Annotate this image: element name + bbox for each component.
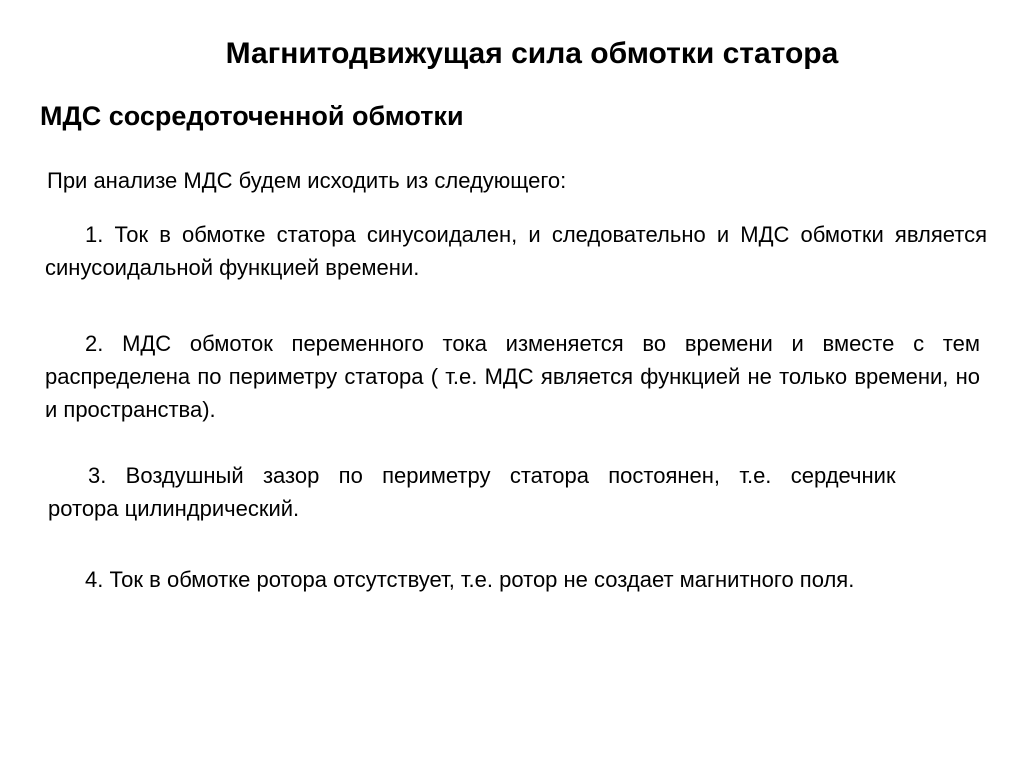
list-item-4: 4. Ток в обмотке ротора отсутствует, т.е. ротор не создает магнитного поля.	[85, 567, 855, 592]
intro-text: При анализе МДС будем исходить из следующего:	[47, 168, 567, 193]
slide-title: Магнитодвижущая сила обмотки статора	[225, 37, 839, 70]
list-item-2: 2. МДС обмоток переменного тока изменяется во времени и вместе с тем распределена по периметру статора ( т.е. МДС является функцией не только времени, но и пространства).	[45, 331, 980, 422]
list-item-3-line-2: ротора цилиндрический.	[48, 496, 300, 521]
slide-subtitle: МДС сосредоточенной обмотки	[40, 101, 464, 131]
list-item-3-line-1: 3. Воздушный зазор по периметру статора постоянен, т.е. сердечник	[88, 463, 896, 488]
list-item-1: 1. Ток в обмотке статора синусоидален, и следовательно и МДС обмотки является синусоидальной функцией времени.	[45, 222, 987, 280]
list-item-3	[48, 459, 994, 525]
